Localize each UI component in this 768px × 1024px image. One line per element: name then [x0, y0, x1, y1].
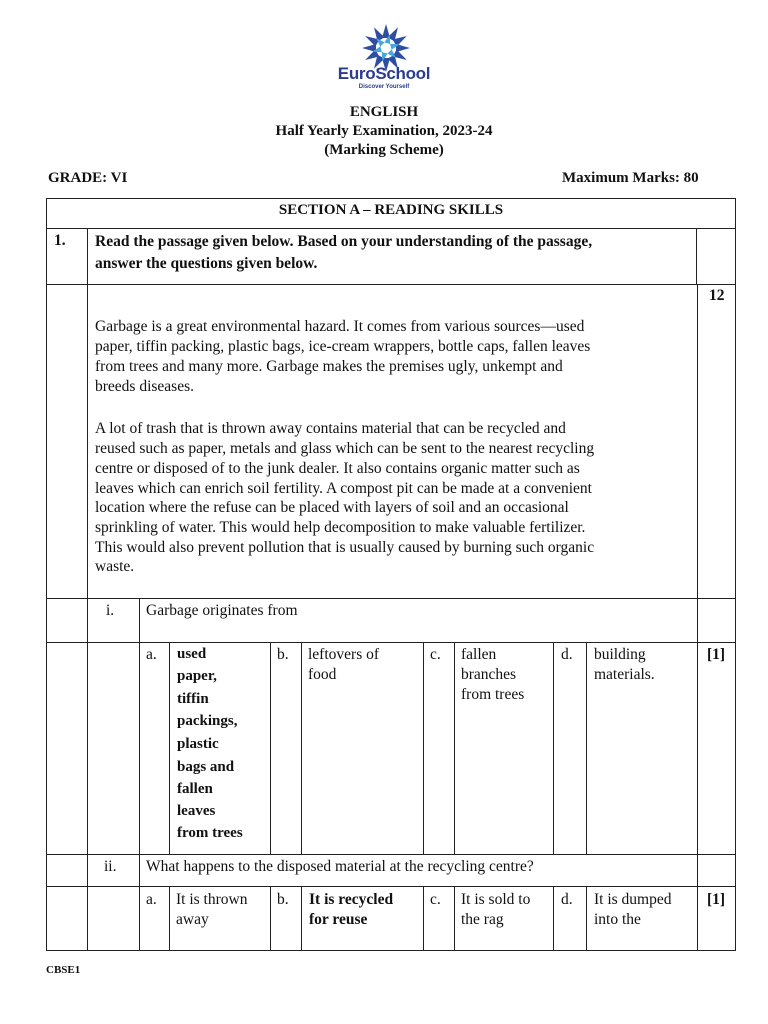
footer-code: CBSE1 [46, 964, 81, 976]
passage-line: A lot of trash that is thrown away contains material that can be recycled and [95, 420, 566, 437]
option-text-line: It is sold to [461, 891, 531, 908]
question-marks: 12 [709, 287, 725, 304]
option-text-line: used [177, 646, 207, 662]
option-letter: c. [430, 891, 441, 908]
brand-name: EuroSchool [337, 64, 431, 83]
option-text-line: plastic [177, 736, 219, 752]
option-text-line: into the [594, 911, 641, 928]
option-text-line: It is thrown [176, 891, 248, 908]
passage-line: leaves which can enrich soil fertility. A compost pit can be made at a convenient [95, 480, 592, 497]
option-letter: b. [277, 646, 289, 663]
scheme-title: (Marking Scheme) [324, 142, 444, 158]
option-letter: d. [561, 891, 573, 908]
option-text-line: the rag [461, 911, 504, 928]
passage-line: paper, tiffin packing, plastic bags, ice-cream wrappers, bottle caps, fallen leaves [95, 338, 591, 355]
subquestion-marks: [1] [707, 891, 726, 908]
subquestion-number: i. [106, 602, 115, 619]
question-number: 1. [54, 232, 66, 249]
passage-line: from trees and many more. Garbage makes the premises ugly, unkempt and [95, 358, 563, 375]
option-letter: c. [430, 646, 441, 663]
brand-tagline: Discover Yourself [358, 84, 410, 90]
passage-line: location where the refuse can be placed with layers of soil and an occasional [95, 499, 569, 516]
passage-line: waste. [95, 558, 135, 575]
option-letter: a. [146, 891, 157, 908]
option-text-line: away [176, 911, 209, 928]
option-answer-correct: It is recycled [309, 891, 394, 908]
option-text-line: fallen [177, 781, 213, 797]
option-letter: b. [277, 891, 289, 908]
option-text-line: paper, [177, 668, 217, 684]
passage-line: Garbage is a great environmental hazard. It comes from various sources—used [95, 318, 585, 335]
option-text-line: branches [461, 666, 517, 683]
option-letter: a. [146, 646, 157, 663]
passage-line: sprinkling of water. This would help decomposition to make valuable fertilizer. [95, 519, 586, 536]
option-text-line: bags and [177, 759, 235, 775]
max-marks-label: Maximum Marks: 80 [562, 170, 699, 186]
option-text-line: leaves [177, 803, 216, 819]
option-answer-correct: for reuse [309, 911, 368, 928]
exam-title: Half Yearly Examination, 2023-24 [275, 123, 493, 139]
subquestion-text: Garbage originates from [146, 602, 298, 619]
option-text-line: from trees [177, 825, 243, 841]
question-instruction-line2: answer the questions given below. [95, 255, 318, 272]
subquestion-text: What happens to the disposed material at the recycling centre? [146, 858, 534, 875]
option-text-line: materials. [594, 666, 655, 683]
passage-line: centre or disposed of to the junk dealer. It also contains organic matter such as [95, 460, 580, 477]
subquestion-marks: [1] [707, 646, 726, 663]
option-text-line: packings, [177, 713, 238, 729]
passage-line: This would also prevent pollution that is usually caused by burning such organic [95, 539, 595, 556]
option-text-line: It is dumped [594, 891, 672, 908]
section-title: SECTION A – READING SKILLS [278, 202, 504, 218]
passage-line: reused such as paper, metals and glass which can be sent to the nearest recycling [95, 440, 595, 457]
option-text-line: from trees [461, 686, 525, 703]
option-text-line: fallen [461, 646, 497, 663]
option-letter: d. [561, 646, 573, 663]
option-text-line: food [308, 666, 337, 683]
option-text-line: tiffin [177, 691, 209, 707]
question-instruction-line1: Read the passage given below. Based on your understanding of the passage, [95, 233, 593, 250]
grade-label: GRADE: VI [48, 170, 128, 186]
subquestion-number: ii. [104, 858, 117, 875]
passage-line: breeds diseases. [95, 378, 194, 395]
option-text-line: leftovers of [308, 646, 380, 663]
option-text-line: building [594, 646, 646, 663]
subject-title: ENGLISH [349, 104, 419, 120]
